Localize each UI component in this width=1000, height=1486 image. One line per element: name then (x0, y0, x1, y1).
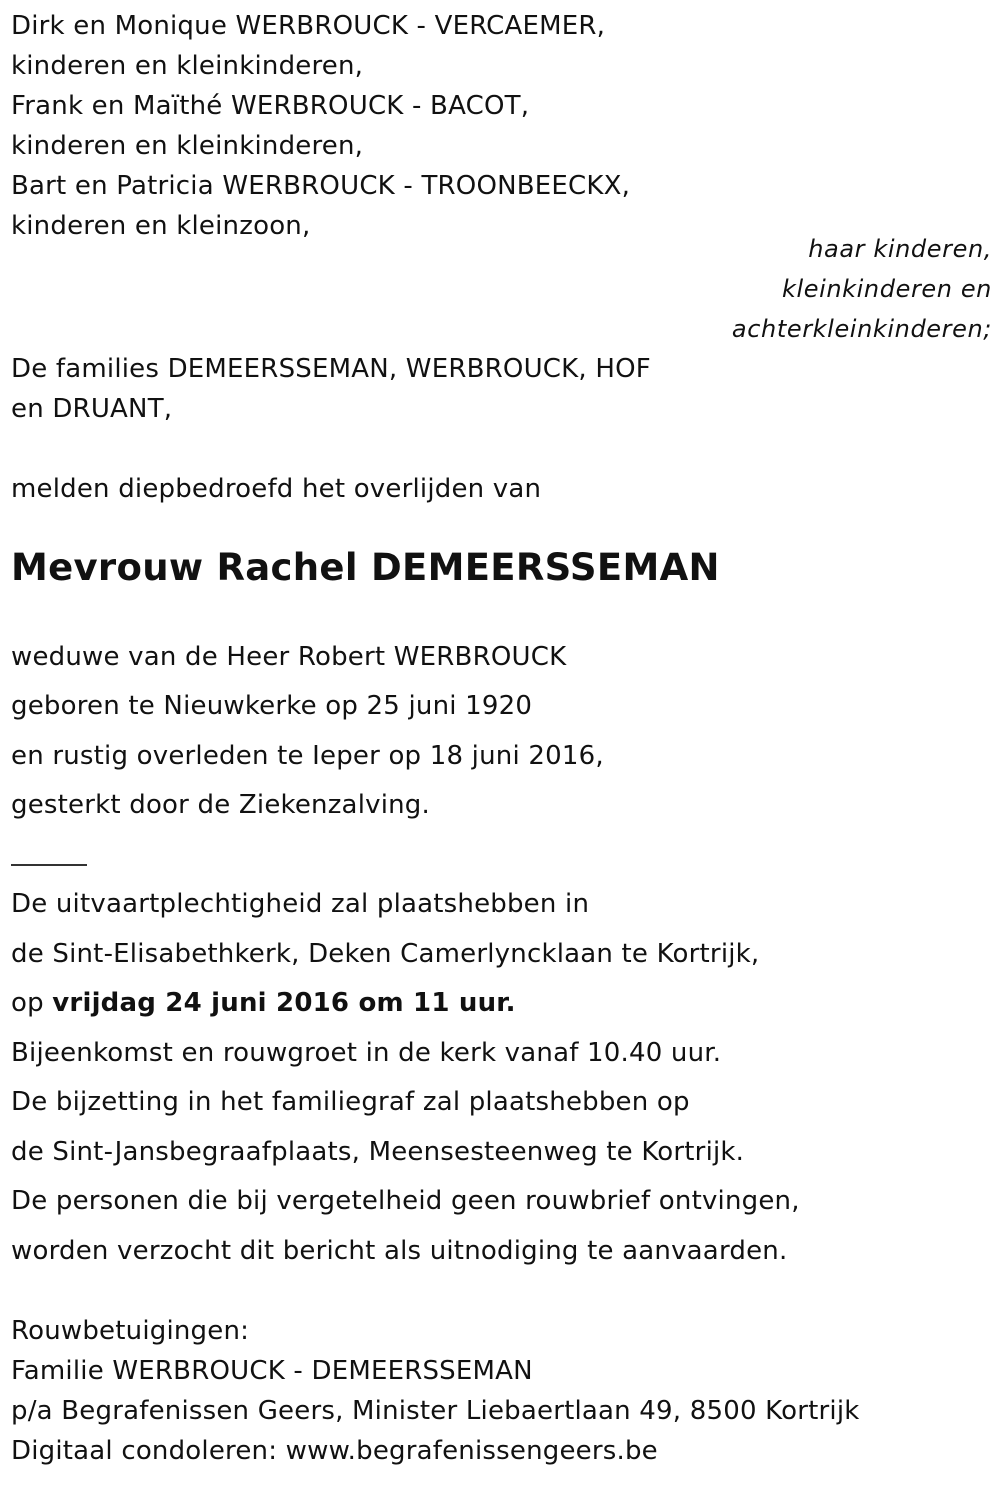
funeral-line: De bijzetting in het familiegraf zal plaatshebben op (11, 1087, 690, 1117)
announcement: melden diepbedroefd het overlijden van (11, 474, 542, 504)
families-line: en DRUANT, (11, 394, 173, 424)
detail-line: geboren te Nieuwkerke op 25 juni 1920 (11, 691, 533, 721)
detail-line: weduwe van de Heer Robert WERBROUCK (11, 642, 567, 672)
family-line: kinderen en kleinkinderen, (11, 131, 364, 161)
side-note-line: kleinkinderen en (781, 275, 992, 303)
detail-line: en rustig overleden te Ieper op 18 juni 2016, (11, 741, 604, 771)
funeral-line: de Sint-Jansbegraafplaats, Meensesteenweg te Kortrijk. (11, 1137, 745, 1167)
funeral-line: De uitvaartplechtigheid zal plaatshebben in (11, 889, 590, 919)
funeral-date-prefix: op (11, 988, 53, 1018)
condolences-online: Digitaal condoleren: www.begrafenissengeers.be (11, 1436, 658, 1466)
funeral-date-line (11, 987, 516, 1019)
separator-line (11, 864, 87, 866)
funeral-line: Bijeenkomst en rouwgroet in de kerk vanaf 10.40 uur. (11, 1038, 722, 1068)
family-line: Frank en Maïthé WERBROUCK - BACOT, (11, 91, 530, 121)
funeral-date: vrijdag 24 juni 2016 om 11 uur. (52, 988, 516, 1018)
side-note-line: achterkleinkinderen; (731, 315, 992, 343)
funeral-line: de Sint-Elisabethkerk, Deken Camerlyncklaan te Kortrijk, (11, 939, 760, 969)
deceased-name: Mevrouw Rachel DEMEERSSEMAN (11, 546, 720, 589)
condolences-recipient: Familie WERBROUCK - DEMEERSSEMAN (11, 1356, 533, 1386)
family-line: Bart en Patricia WERBROUCK - TROONBEECKX, (11, 171, 631, 201)
funeral-line: worden verzocht dit bericht als uitnodiging te aanvaarden. (11, 1236, 788, 1266)
family-line: Dirk en Monique WERBROUCK - VERCAEMER, (11, 11, 606, 41)
funeral-line: De personen die bij vergetelheid geen rouwbrief ontvingen, (11, 1186, 800, 1216)
condolences-address: p/a Begrafenissen Geers, Minister Liebaertlaan 49, 8500 Kortrijk (11, 1396, 860, 1426)
condolences-heading: Rouwbetuigingen: (11, 1316, 250, 1346)
side-note-line: haar kinderen, (808, 235, 992, 263)
families-line: De families DEMEERSSEMAN, WERBROUCK, HOF (11, 354, 651, 384)
family-line: kinderen en kleinzoon, (11, 211, 311, 241)
family-line: kinderen en kleinkinderen, (11, 51, 364, 81)
detail-line: gesterkt door de Ziekenzalving. (11, 790, 430, 820)
